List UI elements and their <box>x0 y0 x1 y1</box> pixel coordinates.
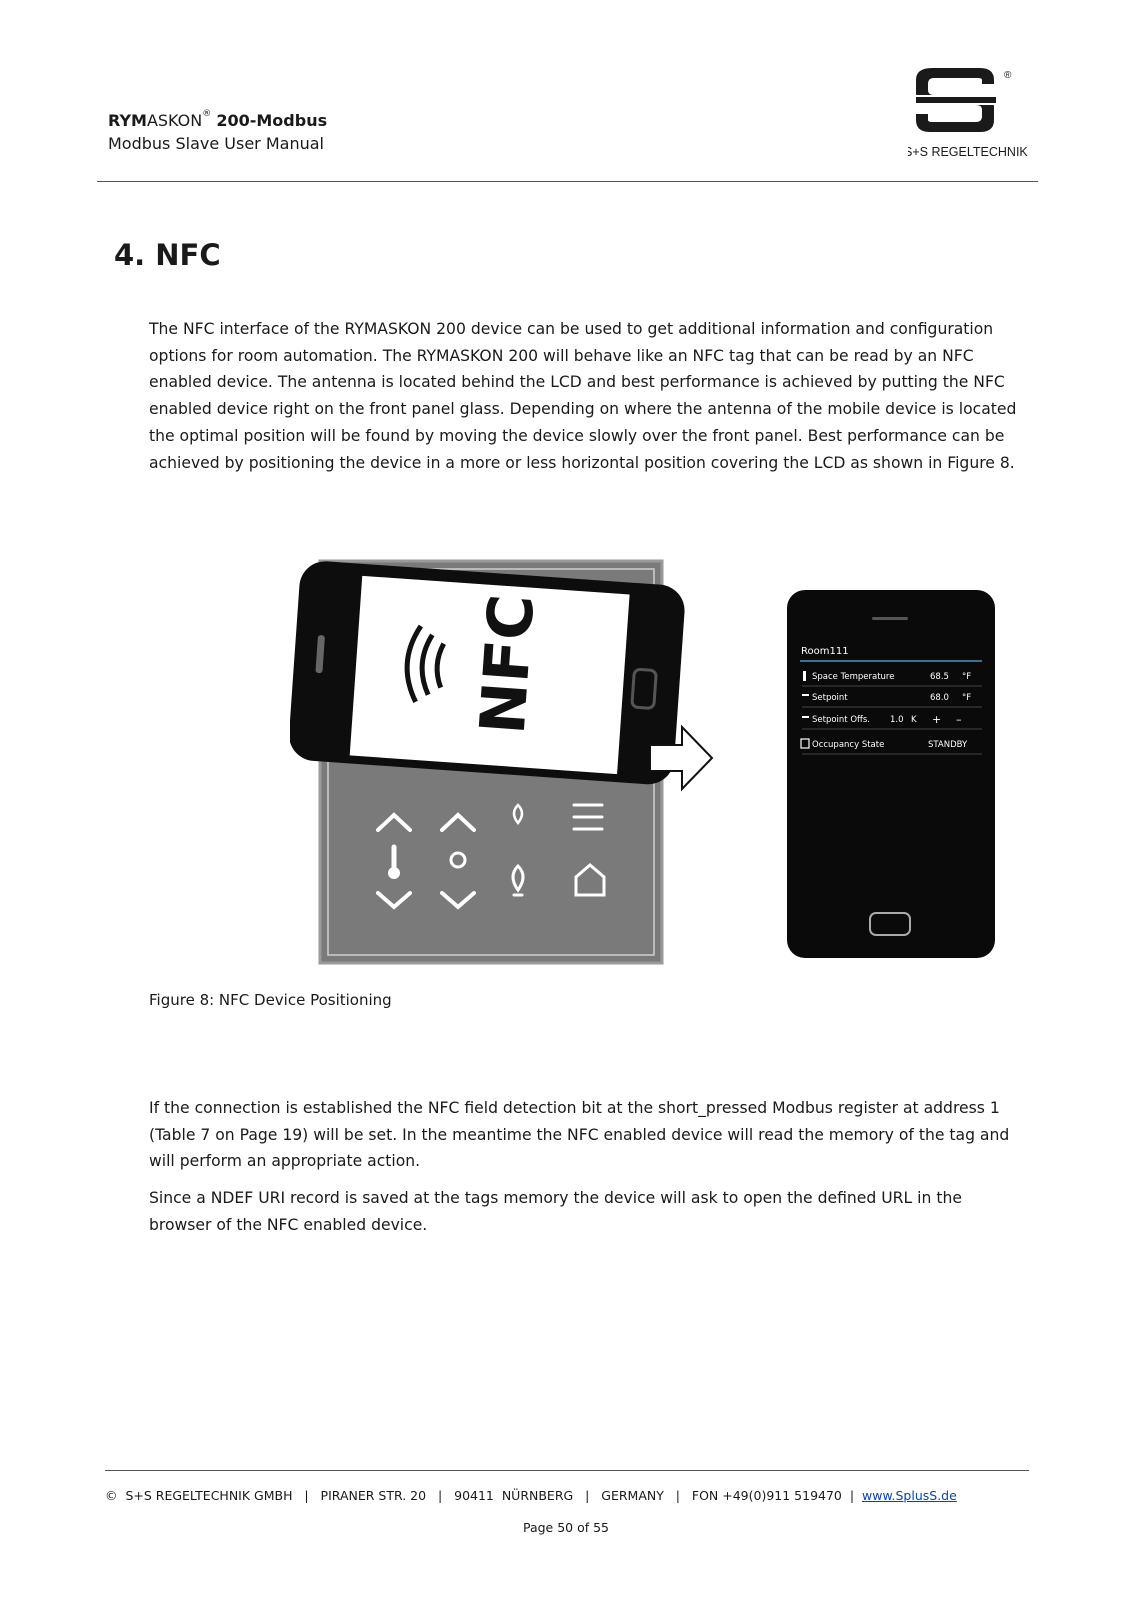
intro-paragraph: The NFC interface of the RYMASKON 200 device can be used to get additional information and configuration options for room automation. The RYMASKON 200 will behave like an NFC tag that can be read by an NFC enabled device. The antenna is located behind the LCD and best performance is achieved by putting the NFC enabled device right on the front panel glass. Depending on where the antenna of the mobile device is located the optimal position will be found by moving the device slowly over the front panel. Best performance can be achieved by positioning the device in a more or less horizontal position covering the LCD as shown in Figure 8. <box>149 320 1017 472</box>
plus-button: + <box>932 713 942 726</box>
nfc-figure-graphic <box>290 555 1030 985</box>
footer-copyright: © S+S REGELTECHNIK GMBH | PIRANER STR. 20 | 90411 NÜRNBERG | GERMANY | FON +49(0)911 519470 | <box>105 1488 862 1503</box>
connection-paragraph: If the connection is established the NFC field detection bit at the short_pressed Modbus register at address 1 (Table 7 on Page 19) will be set. In the meantime the NFC enabled device will read the memory of the tag and will perform an appropriate action. <box>149 1099 1010 1171</box>
svg-text:°F: °F <box>962 693 972 703</box>
document-subtitle: Modbus Slave User Manual <box>108 134 324 153</box>
svg-text:Setpoint: Setpoint <box>812 693 848 703</box>
svg-text:Occupancy State: Occupancy State <box>812 740 885 750</box>
svg-text:Setpoint Offs.: Setpoint Offs. <box>812 715 871 725</box>
figure-nfc-positioning <box>290 555 1030 985</box>
product-model: 200-Modbus <box>216 111 328 130</box>
setpoint-icon <box>802 694 809 696</box>
thermometer-small-icon <box>803 671 806 681</box>
footer-contact <box>105 1488 1029 1503</box>
app-room-label: Room111 <box>801 646 849 657</box>
product-name-light: ASKON <box>146 111 203 130</box>
section-title: 4. NFC <box>114 238 221 272</box>
minus-button: – <box>956 713 962 726</box>
website-link[interactable]: www.SplusS.de <box>862 1488 957 1503</box>
footer-divider <box>105 1470 1029 1471</box>
svg-text:°F: °F <box>962 672 972 682</box>
nfc-label: NFC <box>465 592 549 737</box>
svg-text:Space Temperature: Space Temperature <box>812 672 895 682</box>
logo-text: S+S REGELTECHNIK <box>908 145 1028 159</box>
svg-text:68.5: 68.5 <box>930 672 949 682</box>
registered-mark: ® <box>202 109 212 119</box>
header-divider <box>97 181 1038 182</box>
product-name-bold: RYM <box>108 111 147 130</box>
product-name <box>108 111 327 130</box>
company-logo <box>908 62 1028 162</box>
page-number: Page 50 of 55 <box>522 1520 610 1535</box>
logo-registered-mark: ® <box>1004 70 1012 81</box>
svg-text:STANDBY: STANDBY <box>928 740 968 750</box>
figure-caption: Figure 8: NFC Device Positioning <box>149 991 392 1009</box>
svg-text:K: K <box>911 715 917 725</box>
phone-on-panel <box>290 560 686 786</box>
setpoint-offset-icon <box>802 716 809 718</box>
ndef-paragraph: Since a NDEF URI record is saved at the tags memory the device will ask to open the defined URL in the browser of the NFC enabled device. <box>149 1189 962 1234</box>
svg-text:68.0: 68.0 <box>930 693 949 703</box>
ss-logo-icon <box>908 62 1028 162</box>
svg-text:1.0: 1.0 <box>890 715 904 725</box>
